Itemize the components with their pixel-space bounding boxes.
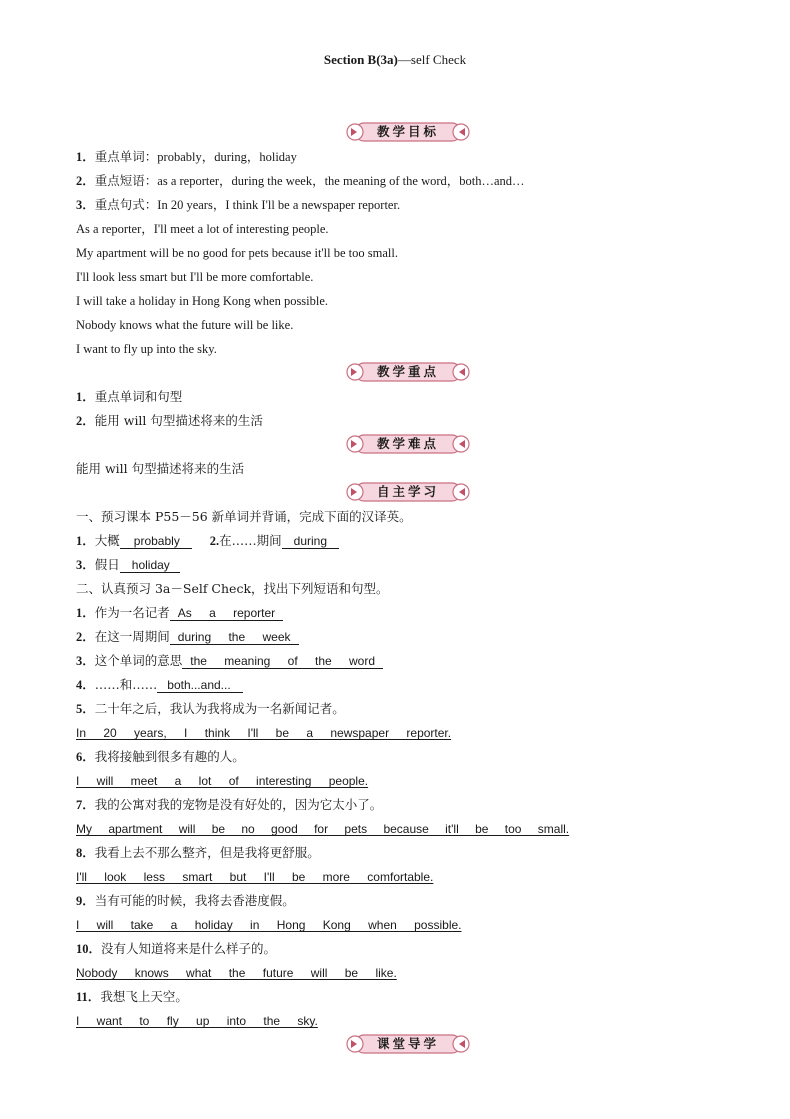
banner-key-points-label: 教学重点 [376,364,439,379]
answer-blank: during the week [170,631,299,645]
objective-sentence: Nobody knows what the future will be like. [76,318,294,332]
answer-blank: As a reporter [170,607,283,621]
item-prompt: 我想飞上天空。 [100,989,188,1004]
item-prompt: 没有人知道将来是什么样子的。 [101,941,277,956]
sentence-answer-7: My apartment will be no good for pets because it'll be too small. [76,822,570,836]
item-number: 2. [209,534,220,548]
item-number: 4． [76,678,95,692]
item-number: 7． [76,798,95,812]
objective-sentence: As a reporter，I'll meet a lot of interesting people. [76,222,329,236]
item-number: 2． [76,630,95,644]
difficulty-text: 能用 will 句型描述将来的生活 [76,461,245,476]
sentence-prompt-8 [76,845,320,861]
objective-sentence: I want to fly up into the sky. [76,342,217,356]
item-number: 5． [76,702,95,716]
item-prompt: 作为一名记者 [94,605,170,620]
item-prompt: 我将接触到很多有趣的人。 [94,749,245,764]
item-prompt: 当有可能的时候，我将去香港度假。 [94,893,295,908]
objective-item-3 [76,197,400,213]
answer-blank: holiday [120,559,180,573]
item-label: 重点句式： [94,197,158,212]
item-number: 2． [76,174,95,188]
item-label: 重点单词： [94,149,158,164]
sentence-answer-8: I'll look less smart but I'll be more comfortable. [76,870,434,884]
banner-self-study [345,482,471,502]
sentence-answer-9: I will take a holiday in Hong Kong when possible. [76,918,462,932]
vocab-row-2 [76,557,180,573]
item-number: 1． [76,534,95,548]
vocab-row-1 [76,533,339,549]
sentence-prompt-11 [76,989,188,1005]
item-prompt: 大概 [94,533,120,548]
item-text: 重点单词和句型 [94,389,183,404]
phrase-item-1 [76,605,283,621]
key-point-item-2 [76,413,263,429]
item-text: In 20 years，I think I'll be a newspaper reporter. [157,198,401,212]
objective-item-2 [76,173,525,189]
item-number: 2． [76,414,95,428]
item-prompt: 在……期间 [219,533,282,548]
item-label: 重点短语： [94,173,158,188]
part1-heading: 一、预习课本 P55－56 新单词并背诵，完成下面的汉译英。 [76,509,412,524]
answer-blank: both...and... [157,679,242,693]
sentence-prompt-6 [76,749,245,765]
banner-objectives-label: 教学目标 [376,124,439,139]
item-prompt: 在这一周期间 [94,629,170,644]
item-number: 3． [76,198,95,212]
answer-blank: the meaning of the word [182,655,383,669]
banner-class-guide-label: 课堂导学 [376,1036,439,1051]
item-number: 8． [76,846,95,860]
item-number: 3． [76,558,95,572]
item-prompt: 假日 [94,557,120,572]
objective-sentence: I will take a holiday in Hong Kong when possible. [76,294,329,308]
item-number: 11． [76,990,101,1004]
banner-key-points [345,362,471,382]
banner-difficulties [345,434,471,454]
item-number: 1． [76,606,95,620]
item-prompt: 我的公寓对我的宠物是没有好处的，因为它太小了。 [94,797,383,812]
answer-blank: during [282,535,339,549]
title-section: Section B(3a) [323,52,398,67]
objective-sentence: My apartment will be no good for pets because it'll be too small. [76,246,398,260]
sentence-answer-5: In 20 years, I think I'll be a newspaper reporter. [76,726,452,740]
item-prompt: ……和…… [94,677,158,692]
banner-class-guide [345,1034,471,1054]
sentence-prompt-9 [76,893,295,909]
phrase-item-3 [76,653,383,669]
key-point-item-1 [76,389,182,405]
item-number: 6． [76,750,95,764]
banner-difficulties-label: 教学难点 [376,436,439,451]
item-number: 3． [76,654,95,668]
sentence-answer-6: I will meet a lot of interesting people. [76,774,369,788]
banner-self-study-label: 自主学习 [376,484,439,499]
objective-sentence: I'll look less smart but I'll be more comfortable. [76,270,314,284]
answer-blank: probably [120,535,192,549]
part2-heading: 二、认真预习 3a－Self Check，找出下列短语和句型。 [76,581,389,596]
sentence-answer-11: I want to fly up into the sky. [76,1014,318,1028]
item-text: 能用 will 句型描述将来的生活 [94,413,263,428]
sentence-prompt-7 [76,797,382,813]
item-prompt: 这个单词的意思 [94,653,183,668]
item-text: probably，during，holiday [157,150,297,164]
banner-objectives [345,122,471,142]
item-number: 1． [76,150,95,164]
item-prompt: 我看上去不那么整齐，但是我将更舒服。 [94,845,320,860]
sentence-answer-10: Nobody knows what the future will be like. [76,966,397,980]
title-rest: —self Check [397,52,467,67]
sentence-prompt-10 [76,941,276,957]
page-title [0,52,790,68]
item-prompt: 二十年之后，我认为我将成为一名新闻记者。 [94,701,345,716]
objective-item-1 [76,149,297,165]
phrase-item-2 [76,629,299,645]
item-number: 10． [76,942,102,956]
sentence-prompt-5 [76,701,345,717]
item-number: 1． [76,390,95,404]
item-text: as a reporter，during the week，the meaning of the word，both…and… [157,174,525,188]
phrase-item-4 [76,677,243,693]
item-number: 9． [76,894,95,908]
